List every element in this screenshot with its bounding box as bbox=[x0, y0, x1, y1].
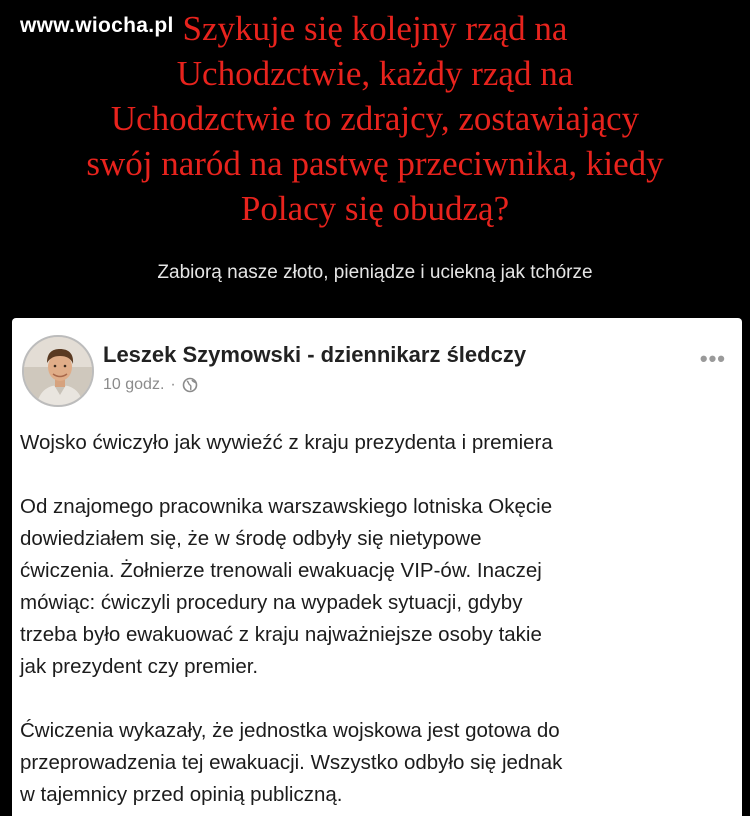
post-paragraph bbox=[20, 427, 736, 459]
post-paragraph bbox=[20, 491, 736, 683]
post-line: trzeba było ewakuować z kraju najważniejsze osoby takie bbox=[20, 623, 542, 646]
post-line: Wojsko ćwiczyło jak wywieźć z kraju prezydenta i premiera bbox=[20, 431, 553, 454]
profile-photo-icon bbox=[24, 337, 94, 407]
avatar[interactable] bbox=[22, 335, 94, 407]
post-card bbox=[12, 318, 742, 816]
post-line: dowiedziałem się, że w środę odbyły się nietypowe bbox=[20, 527, 482, 550]
watermark: www.wiocha.pl bbox=[20, 14, 174, 37]
post-line: Od znajomego pracownika warszawskiego lotniska Okęcie bbox=[20, 495, 553, 518]
post-paragraph bbox=[20, 715, 736, 811]
headline-line: Szykuje się kolejny rząd na bbox=[182, 9, 568, 48]
post-line: w tajemnicy przed opinią publiczną. bbox=[20, 783, 343, 806]
more-options-button[interactable]: ••• bbox=[699, 346, 726, 371]
post-line: ćwiczenia. Żołnierze trenowali ewakuację VIP-ów. Inaczej bbox=[20, 559, 542, 582]
meta-separator: · bbox=[170, 376, 176, 393]
post-body bbox=[20, 427, 736, 816]
headline-line: swój naród na pastwę przeciwnika, kiedy bbox=[86, 144, 664, 183]
post-line: mówiąc: ćwiczyli procedury na wypadek sytuacji, gdyby bbox=[20, 591, 523, 614]
post-time[interactable]: 10 godz. bbox=[103, 376, 165, 393]
post-line: przeprowadzenia tej ewakuacji. Wszystko odbyło się jednak bbox=[20, 751, 563, 774]
post-line: jak prezydent czy premier. bbox=[20, 655, 259, 678]
headline-line: Uchodzctwie to zdrajcy, zostawiający bbox=[110, 99, 640, 138]
subtitle: Zabiorą nasze złoto, pieniądze i uciekną jak tchórze bbox=[157, 262, 593, 283]
author-name[interactable]: Leszek Szymowski - dziennikarz śledczy bbox=[103, 342, 527, 367]
headline-line: Polacy się obudzą? bbox=[240, 189, 510, 228]
post-line: Ćwiczenia wykazały, że jednostka wojskowa jest gotowa do bbox=[20, 719, 560, 742]
post-meta bbox=[103, 376, 198, 394]
globe-icon bbox=[182, 377, 198, 393]
headline bbox=[0, 6, 750, 231]
headline-line: Uchodzctwie, każdy rząd na bbox=[176, 54, 574, 93]
